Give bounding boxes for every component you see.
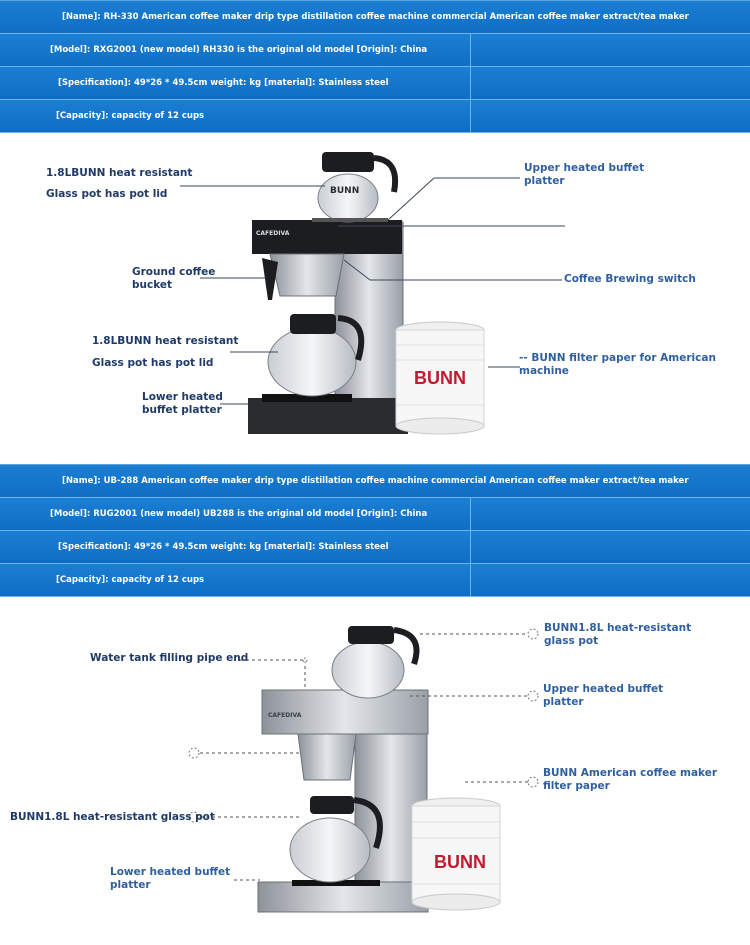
spec-model-text: [Model]: RXG2001 (new model) RH330 is the original old model [Origin]: China [50,45,428,55]
machine-body-2 [258,626,428,912]
bunn-logo-pot-1: BUNN [330,186,360,196]
spec-specification-text: [Specification]: 49*26 * 49.5cm weight: kg [material]: Stainless steel [58,542,389,552]
label-top-glass-pot-2: BUNN1.8L heat-resistant glass pot [544,622,692,647]
spec-name-text: [Name]: UB-288 American coffee maker drip type distillation coffee machine commercial American coffee maker extract/tea maker [62,476,689,486]
label-lower-platter: Lower heated buffet platter [142,391,223,416]
label-filter-paper-2: BUNN American coffee maker filter paper [543,767,718,792]
brand-logo-2: CAFEDIVA [268,712,302,719]
label-filter-paper-1: -- BUNN filter paper for American machine [519,352,716,377]
label-top-pot-line2: Glass pot has pot lid [46,188,168,200]
spec-capacity-text: [Capacity]: capacity of 12 cups [56,575,205,585]
bunn-logo-filter-1: BUNN [414,368,466,388]
label-top-pot-line1: 1.8LBUNN heat resistant [46,167,193,179]
label-upper-platter-2: Upper heated buffet platter [543,683,664,708]
label-water-tank: Water tank filling pipe end [90,652,249,664]
label-upper-platter: Upper heated buffet platter [524,162,645,187]
label-glass-pot-2: BUNN1.8L heat-resistant glass pot [10,811,215,823]
brand-logo-1: CAFEDIVA [256,230,290,237]
spec-capacity-text: [Capacity]: capacity of 12 cups [56,111,205,121]
bunn-logo-filter-2: BUNN [434,852,486,872]
machine-body-1 [248,152,408,434]
label-ground-bucket: Ground coffee bucket [132,266,216,291]
spec-model-text: [Model]: RUG2001 (new model) UB288 is the original old model [Origin]: China [50,509,428,519]
label-lower-platter-2: Lower heated buffet platter [110,866,231,891]
spec-name-text: [Name]: RH-330 American coffee maker drip type distillation coffee machine commercial American coffee maker extract/tea maker [62,12,689,22]
label-lower-pot-line1: 1.8LBUNN heat resistant [92,335,239,347]
spec-specification-text: [Specification]: 49*26 * 49.5cm weight: kg [material]: Stainless steel [58,78,389,88]
label-brewing-switch: Coffee Brewing switch [564,273,696,285]
label-lower-pot-line2: Glass pot has pot lid [92,357,214,369]
